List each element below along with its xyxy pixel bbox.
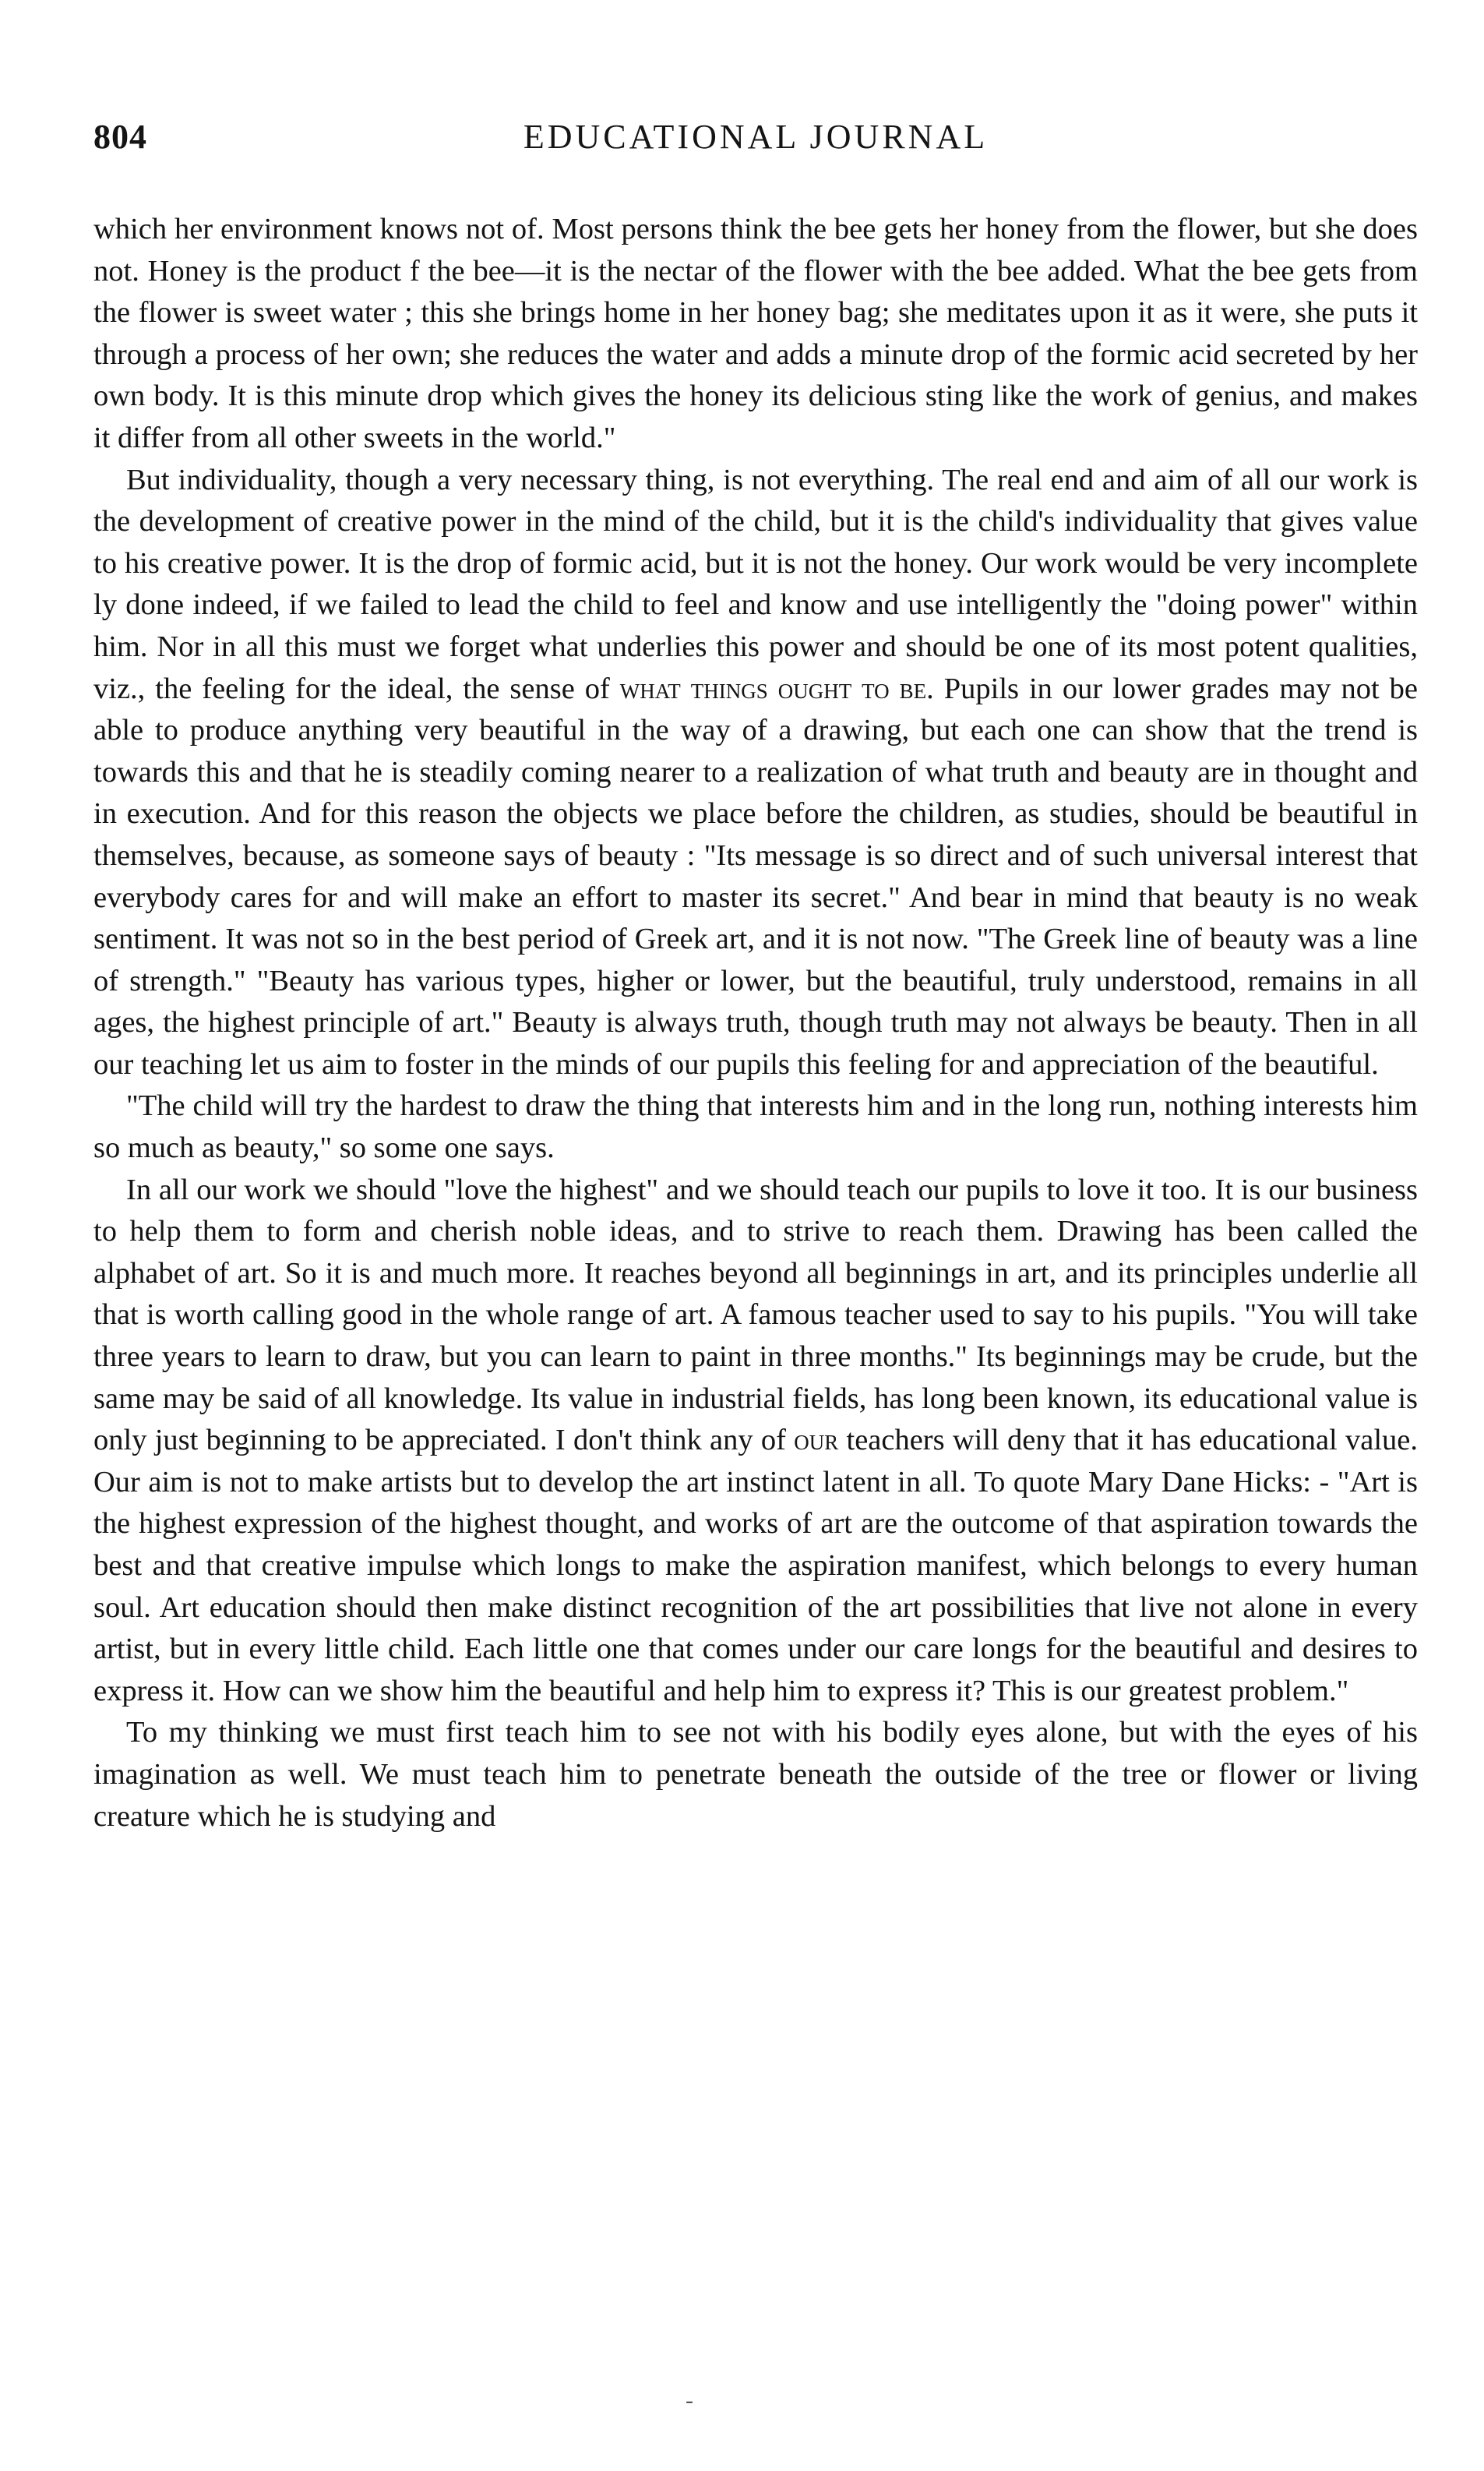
paragraph-4-text-b: teachers will deny that it has educational value. Our aim is not to make artists but to develop the art instinct latent in all. To quote Mary Dane Hicks: - "Art is the highest expression of the highest thought, and works of art are the outcome of that aspiration towards the best and that creative impulse which longs to make the aspiration manifest, which belongs to every human soul. Art education should then make distinct recognition of the art possibilities that live not alone in every artist, but in every little child. Each little one that comes under our care longs for the beautiful and desires to express it. How can we show him the beautiful and help him to express it? This is our greatest problem." [93,1424,1419,1707]
page-number: 804 [93,118,147,156]
page-header [93,94,1418,168]
paragraph-4-small-caps: our [794,1424,839,1457]
paragraph-3: "The child will try the hardest to draw the thing that interests him and in the long run, nothing interests him so much as beauty," so some one says. [93,1089,1418,1165]
paragraph-2-text-a: But individuality, though a very necessary thing, is not everything. The real end and aim of all our work is the development of creative power in the mind of the child, but it is the child's individuality that gives value to his creative power. It is the drop of formic acid, but it is not the honey. Our work would be very incomplete ly done indeed, if we failed to lead the child to feel and know and use intelligently the "doing power" within him. Nor in all this must we forget what underlies this power and should be one of its most potent qualities, viz., the feeling for the ideal, the sense of [93,463,1418,705]
footer-mark: - [686,2388,693,2413]
paragraph-4 [93,1170,1418,1713]
paragraph-4-text-a: In all our work we should "love the highest" and we should teach our pupils to love it too. It is our business to help them to form and cherish noble ideas, and to strive to reach them. Drawing has been called the alphabet of art. So it is and much more. It reaches beyond all beginnings in art, and its principles underlie all that is worth calling good in the whole range of art. A famous teacher used to say to his pupils. "You will take three years to learn to draw, but you can learn to paint in three months." Its beginnings may be crude, but the same may be said of all knowledge. Its value in industrial fields, has long been known, its educational value is only just beginning to be appreciated. I don't think any of [93,1173,1418,1457]
running-head: EDUCATIONAL JOURNAL [523,118,989,156]
article-body [93,209,1418,1837]
paragraph-5: To my thinking we must first teach him to see not with his bodily eyes alone, but with the eyes of his imagination as well. We must teach him to penetrate beneath the outside of the tree or flower or living creature which he is studying and [93,1716,1418,1833]
paragraph-2-small-caps: what things ought to be [619,672,927,705]
journal-page [93,94,1418,1837]
paragraph-1: which her environment knows not of. Most persons think the bee gets her honey from the flower, but she does not. Honey is the product f the bee—it is the nectar of the flower with the bee added. What the bee gets from the flower is sweet water ; this she brings home in her honey bag; she meditates upon it as it were, she puts it through a process of her own; she reduces the water and adds a minute drop of the formic acid secreted by her own body. It is this minute drop which gives the honey its delicious sting like the work of genius, and makes it differ from all other sweets in the world." [93,213,1418,454]
paragraph-2 [93,460,1418,1086]
paragraph-2-text-b: . Pupils in our lower grades may not be able to produce anything very beautiful in the way of a drawing, but each one can show that the trend is towards this and that he is steadily coming nearer to a realization of what truth and beauty are in thought and in execution. And for this reason the objects we place before the children, as studies, should be beautiful in themselves, because, as someone says of beauty : "Its message is so direct and of such universal interest that everybody cares for and will make an effort to master its secret." And bear in mind that beauty is no weak sentiment. It was not so in the best period of Greek art, and it is not now. "The Greek line of beauty was a line of strength." "Beauty has various types, higher or lower, but the beautiful, truly understood, remains in all ages, the highest principle of art." Beauty is always truth, though truth may not always be beauty. Then in all our teaching let us aim to foster in the minds of our pupils this feeling for and appreciation of the beautiful. [93,672,1419,1081]
